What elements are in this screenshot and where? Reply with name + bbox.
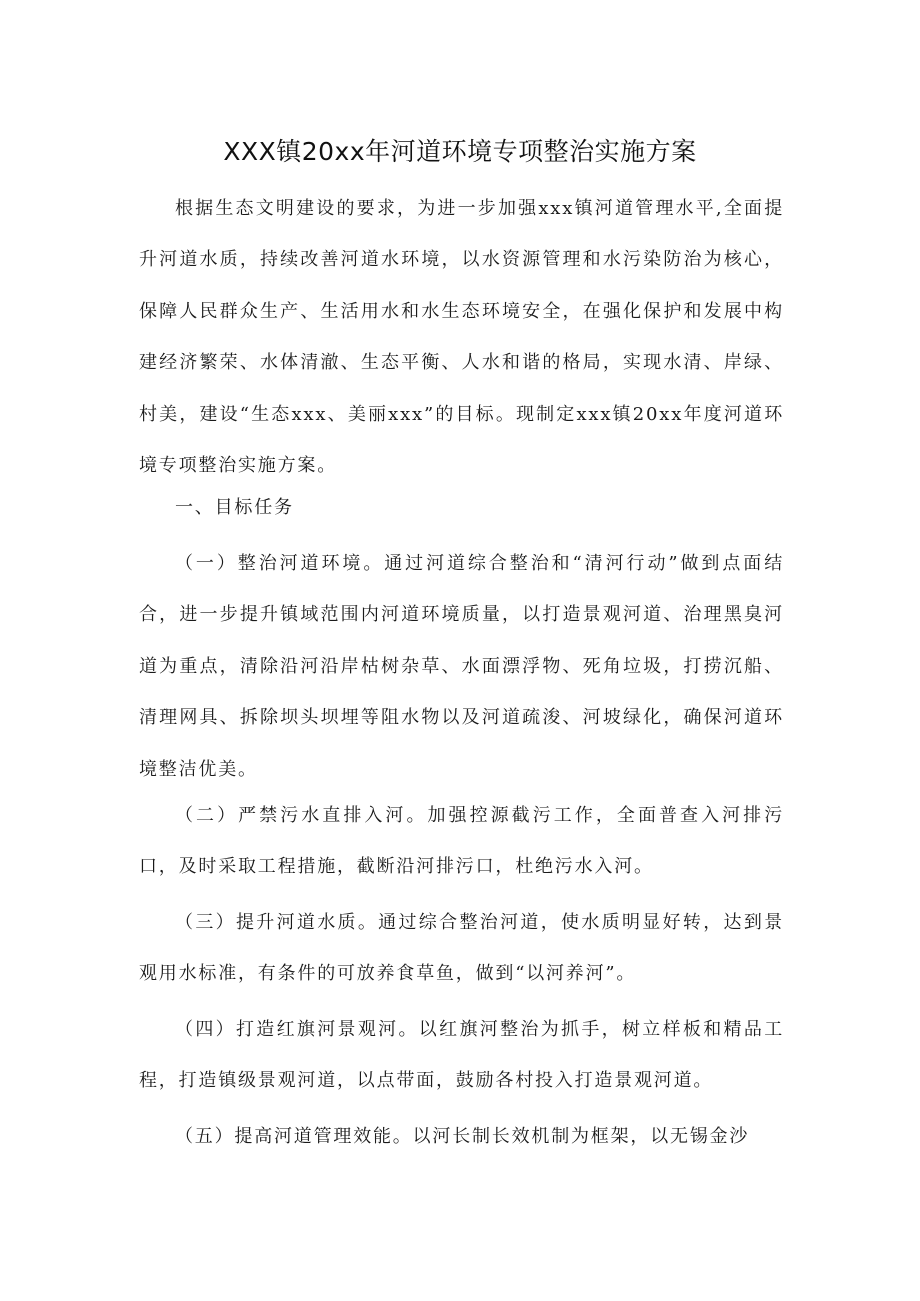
task-item-1: （一）整治河道环境。通过河道综合整治和“清河行动”做到点面结合，进一步提升镇域范围内河道环境质量，以打造景观河道、治理黑臭河道为重点，清除沿河沿岸枯树杂草、水面漂浮物、死角垃圾，打捞沉船、清理网具、拆除坝头坝埋等阻水物以及河道疏浚、河坡绿化，确保河道环境整洁优美。 <box>139 553 784 780</box>
task-item-5: （五）提高河道管理效能。以河长制长效机制为框架，以无锡金沙 <box>175 1126 750 1147</box>
section-heading-targets: 一、目标任务 <box>175 497 294 518</box>
task-item-3: （三）提升河道水质。通过综合整治河道，使水质明显好转，达到景观用水标准，有条件的可放养食草鱼，做到“以河养河”。 <box>139 912 784 985</box>
document-title: XXX镇20xx年河道环境专项整治实施方案 <box>223 137 697 166</box>
intro-paragraph: 根据生态文明建设的要求，为进一步加强xxx镇河道管理水平,全面提升河道水质，持续改善河道水环境，以水资源管理和水污染防治为核心，保障人民群众生产、生活用水和水生态环境安全，在强化保护和发展中构建经济繁荣、水体清澈、生态平衡、人水和谐的格局，实现水清、岸绿、村美，建设“生态xxx、美丽xxx”的目标。现制定xxx镇20xx年度河道环境专项整治实施方案。 <box>139 198 784 477</box>
task-item-2: （二）严禁污水直排入河。加强控源截污工作，全面普查入河排污口，及时采取工程措施，截断沿河排污口，杜绝污水入河。 <box>139 805 784 878</box>
task-item-4: （四）打造红旗河景观河。以红旗河整治为抓手，树立样板和精品工程，打造镇级景观河道，以点带面，鼓励各村投入打造景观河道。 <box>139 1019 784 1092</box>
